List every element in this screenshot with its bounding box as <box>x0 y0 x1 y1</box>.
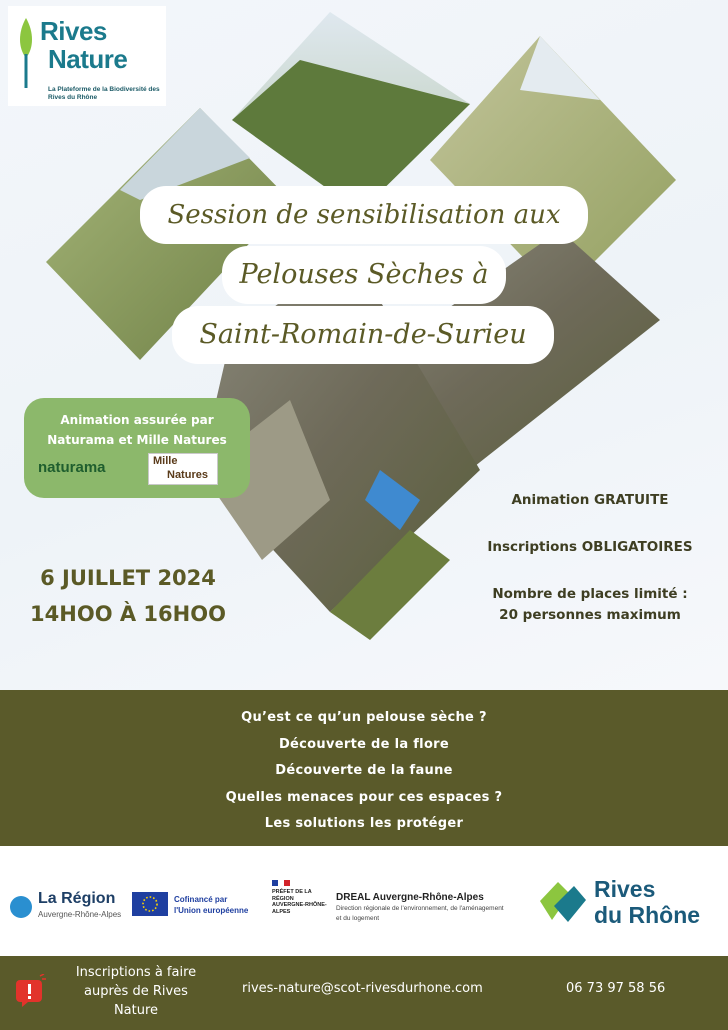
topics-band <box>0 690 728 846</box>
region-subtitle: Auvergne-Rhône-Alpes <box>38 910 122 919</box>
logo-tagline: La Plateforme de la Biodiversité des Rives du Rhône <box>48 86 160 101</box>
topic-item: Quelles menaces pour ces espaces ? <box>225 789 503 805</box>
topic-item: Découverte de la flore <box>278 736 450 752</box>
topic-item: Les solutions les protéger <box>264 816 464 831</box>
dreal-sub1: Direction régionale de l'environnement, de l'aménagement <box>336 905 504 912</box>
event-datetime <box>28 560 228 632</box>
mille-logo-line2: Natures <box>167 469 208 481</box>
event-time: 14HOO À 16HOO <box>30 602 226 626</box>
topic-item: Découverte de la faune <box>275 763 453 778</box>
mille-natures-logo <box>148 453 218 485</box>
event-date: 6 JUILLET 2024 <box>40 566 216 590</box>
logo-line2: Nature <box>48 44 128 74</box>
logo-line1: Rives <box>40 16 107 46</box>
french-flag-icon <box>272 880 290 886</box>
rives-du-rhone-logo[interactable] <box>540 872 720 928</box>
info-places-line1: Nombre de places limité : <box>492 586 688 602</box>
info-registration: Inscriptions OBLIGATOIRES <box>487 539 693 555</box>
alert-icon <box>14 974 46 1008</box>
footer-phone[interactable]: 06 73 97 58 56 <box>566 981 666 996</box>
eu-line1: Cofinancé par <box>174 895 228 904</box>
footer-inscriptions: Inscriptions à faire auprès de Rives Nature <box>75 965 197 1018</box>
rives-du-rhone-mark-icon <box>540 876 590 926</box>
naturama-logo: naturama <box>38 459 106 476</box>
prefet-text: PRÉFET DE LA RÉGION AUVERGNE-RHÔNE-ALPES <box>272 889 327 915</box>
topic-item: Qu’est ce qu’un pelouse sèche ? <box>241 710 487 725</box>
dreal-title: DREAL Auvergne-Rhône-Alpes <box>336 892 484 903</box>
eu-flag-icon <box>132 892 168 916</box>
partners-strip <box>0 846 728 956</box>
dreal-logo[interactable] <box>336 892 504 923</box>
mille-logo-line1: Mille <box>153 455 178 467</box>
region-title: La Région <box>38 890 116 907</box>
eu-text <box>174 894 248 916</box>
prefet-logo[interactable] <box>272 880 328 915</box>
animation-line1: Animation assurée par <box>60 413 214 427</box>
animation-line2: Naturama et Mille Natures <box>47 433 227 447</box>
rdr-line2: du Rhône <box>594 902 701 928</box>
dreal-sub2: et du logement <box>336 915 380 922</box>
footer <box>0 956 728 1030</box>
info-places-line2: 20 personnes maximum <box>499 607 681 623</box>
title-line2: Pelouses Sèches à <box>222 246 506 304</box>
info-places <box>470 584 710 626</box>
title-line1: Session de sensibilisation aux <box>140 186 588 244</box>
title-line3: Saint-Romain-de-Surieu <box>172 306 554 364</box>
info-free: Animation GRATUITE <box>511 492 669 508</box>
footer-email[interactable]: rives-nature@scot-rivesdurhone.com <box>242 981 483 996</box>
rdr-line1: Rives <box>594 876 656 902</box>
animation-box <box>24 398 250 498</box>
region-icon <box>10 896 32 918</box>
partner-logos <box>38 453 238 487</box>
eu-line2: l'Union européenne <box>174 906 249 915</box>
